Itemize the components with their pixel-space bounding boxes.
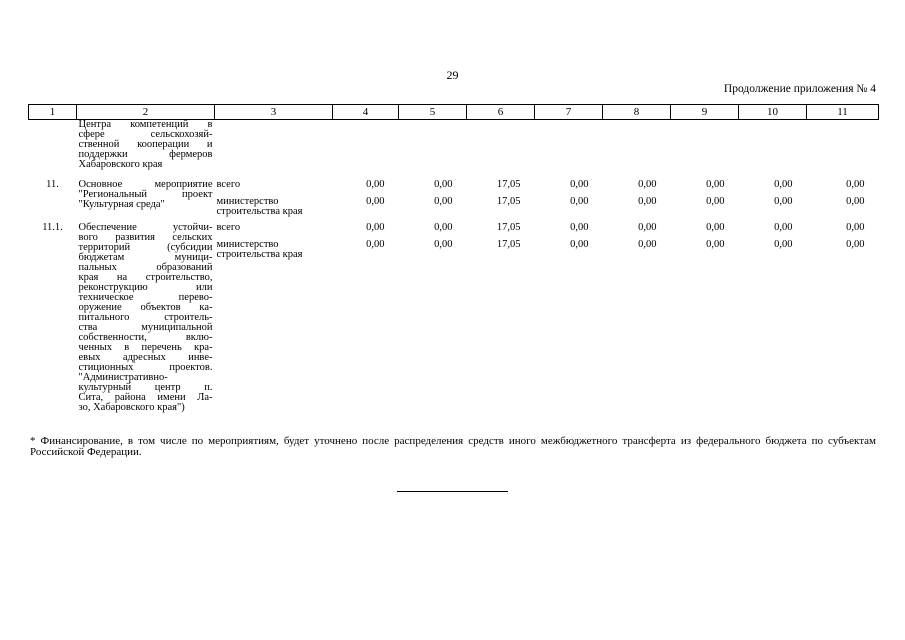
value-cell: 0,00 0,00: [706, 179, 725, 207]
table-row: [29, 120, 879, 171]
row-name: Обеспечение устойчи- вого развития сельских территорий (субсидии бюджетам муници- пальных образований края на строительство, реконструкцию или техническое перево- оружение объектов ка- питального строитель- ства муниципальной собственности, вклю- ченных в перечень кра- евых адресных инве- стиционных проектов. "Административно- культурный центр п. Сита, района имени Ла- зо, Хабаровского края"): [78, 222, 213, 413]
table-row: [29, 180, 879, 217]
value-cell: 0,00 0,00: [570, 179, 589, 207]
value-cell: 0,00 0,00: [638, 222, 657, 250]
value-cell: 0,00 0,00: [706, 222, 725, 250]
column-header: 10: [739, 105, 807, 120]
value-cell: 0,00 0,00: [846, 179, 865, 207]
value-cell: 0,00 0,00: [846, 222, 865, 250]
appendix-table: [28, 104, 879, 413]
column-header: 7: [535, 105, 603, 120]
value-cell: 0,00 0,00: [774, 179, 793, 207]
column-header: 1: [29, 105, 77, 120]
column-header: 8: [603, 105, 671, 120]
page-number: 29: [446, 68, 459, 82]
value-cell: 0,00 0,00: [434, 179, 453, 207]
column-header: 9: [671, 105, 739, 120]
row-index: 11.1.: [42, 222, 63, 233]
appendix-continuation-label: Продолжение приложения № 4: [723, 83, 876, 95]
value-cell: 0,00 0,00: [774, 222, 793, 250]
column-header: 6: [467, 105, 535, 120]
column-header: 3: [215, 105, 333, 120]
column-header: 5: [399, 105, 467, 120]
end-rule-divider: [397, 491, 508, 492]
table-header-row: [29, 105, 879, 120]
row-name: Основное мероприятие "Региональный проект "Культурная среда": [78, 179, 213, 210]
table-row: [29, 223, 879, 413]
value-cell: 0,00 0,00: [434, 222, 453, 250]
value-cell: 0,00 0,00: [570, 222, 589, 250]
value-cell: 17,05 17,05: [496, 222, 521, 250]
column-header: 2: [77, 105, 215, 120]
funding-source: всего министерство строительства края: [216, 222, 303, 260]
continued-item-name: Центра компетенций в сфере сельскохозяй- ственной кооперации и поддержки фермеров Хабаровского края: [78, 119, 213, 170]
footnote: * Финансирование, в том числе по мероприятиям, будет уточнено после распределения средств иного межбюджетного трансферта из федерального бюджета по субъектам Российской Федерации.: [30, 435, 876, 458]
row-index: 11.: [46, 179, 59, 190]
column-header: 11: [807, 105, 879, 120]
funding-source: всего министерство строительства края: [216, 179, 303, 217]
value-cell: 0,00 0,00: [366, 179, 385, 207]
value-cell: 0,00 0,00: [638, 179, 657, 207]
column-header: 4: [333, 105, 399, 120]
value-cell: 17,05 17,05: [496, 179, 521, 207]
value-cell: 0,00 0,00: [366, 222, 385, 250]
